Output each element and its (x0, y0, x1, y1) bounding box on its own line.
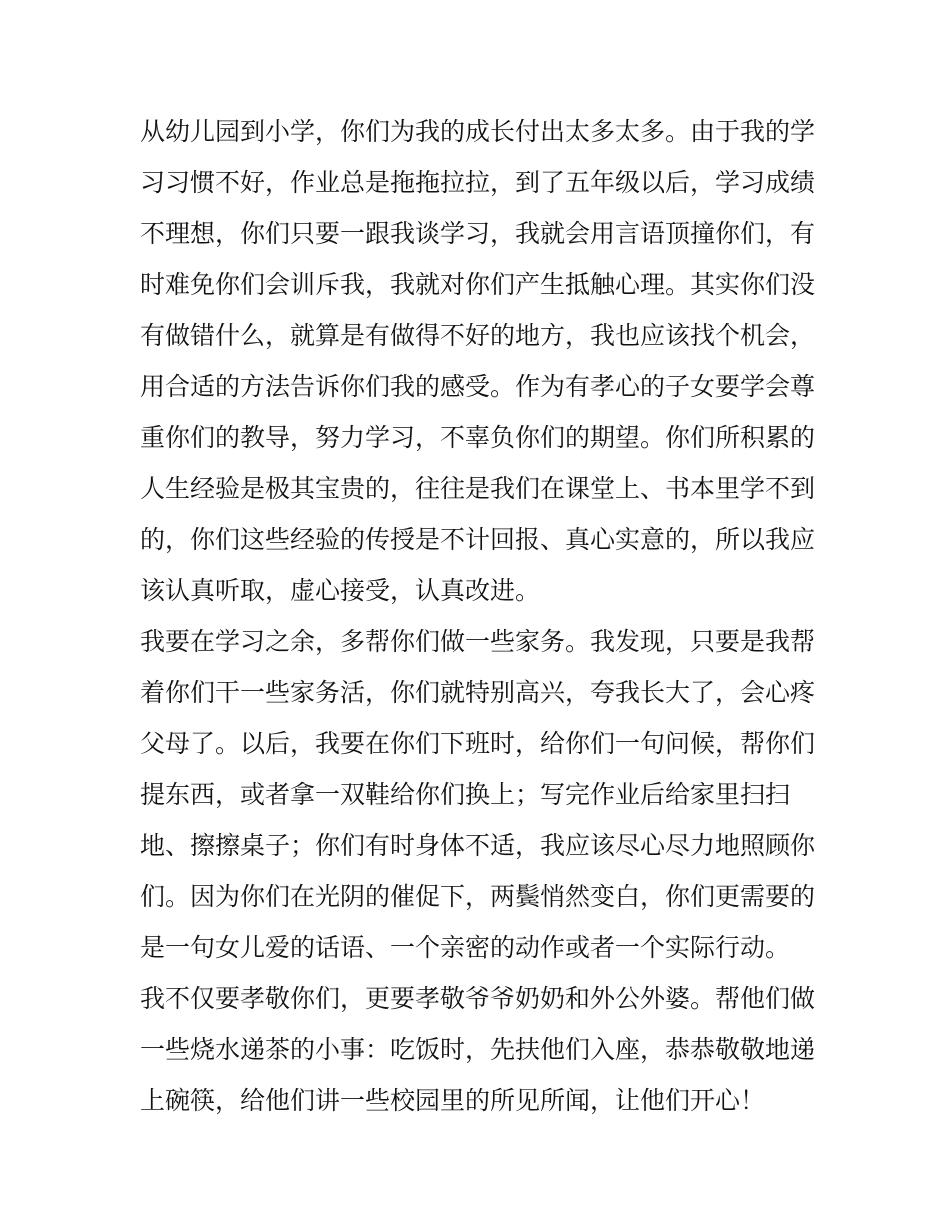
text-line: 是一句女儿爱的话语、一个亲密的动作或者一个实际行动。 (140, 933, 791, 962)
text-line: 习习惯不好，作业总是拖拖拉拉，到了五年级以后，学习成绩 (140, 168, 816, 197)
text-line: 着你们干一些家务活，你们就特别高兴，夸我长大了，会心疼 (140, 678, 816, 707)
text-line: 地、擦擦桌子；你们有时身体不适，我应该尽心尽力地照顾你 (140, 831, 816, 860)
text-line: 不理想，你们只要一跟我谈学习，我就会用言语顶撞你们，有 (140, 219, 816, 248)
text-line: 重你们的教导，努力学习，不辜负你们的期望。你们所积累的 (140, 423, 816, 452)
text-line: 我不仅要孝敬你们，更要孝敬爷爷奶奶和外公外婆。帮他们做 (140, 984, 816, 1013)
text-line: 该认真听取，虚心接受，认真改进。 (140, 576, 541, 605)
text-line: 人生经验是极其宝贵的，往往是我们在课堂上、书本里学不到 (140, 474, 816, 503)
text-line: 我要在学习之余，多帮你们做一些家务。我发现，只要是我帮 (140, 627, 816, 656)
text-line: 时难免你们会训斥我，我就对你们产生抵触心理。其实你们没 (140, 270, 816, 299)
text-line: 提东西，或者拿一双鞋给你们换上；写完作业后给家里扫扫 (140, 780, 791, 809)
text-line: 一些烧水递茶的小事：吃饭时，先扶他们入座，恭恭敬敬地递 (140, 1035, 816, 1064)
text-line: 的，你们这些经验的传授是不计回报、真心实意的，所以我应 (140, 525, 816, 554)
text-line: 用合适的方法告诉你们我的感受。作为有孝心的子女要学会尊 (140, 372, 816, 401)
text-line: 父母了。以后，我要在你们下班时，给你们一句问候，帮你们 (140, 729, 816, 758)
text-line: 们。因为你们在光阴的催促下，两鬓悄然变白，你们更需要的 (140, 882, 816, 911)
text-line: 从幼儿园到小学，你们为我的成长付出太多太多。由于我的学 (140, 117, 816, 146)
text-line: 上碗筷，给他们讲一些校园里的所见所闻，让他们开心！ (140, 1086, 766, 1115)
text-line: 有做错什么，就算是有做得不好的地方，我也应该找个机会， (140, 321, 816, 350)
body-text (140, 106, 830, 1126)
